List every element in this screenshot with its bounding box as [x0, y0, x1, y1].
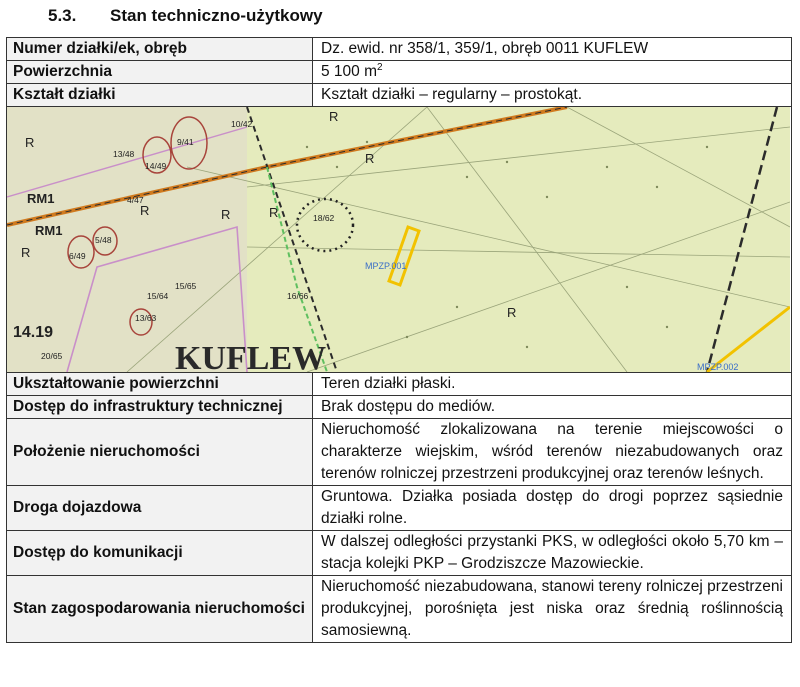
row-label-development: Stan zagospodarowania nieruchomości	[7, 576, 313, 643]
map-code: RM1	[27, 191, 55, 206]
map-code: MPZP.001	[365, 261, 407, 271]
row-label-transport: Dostęp do komunikacji	[7, 531, 313, 576]
section-heading	[48, 6, 323, 26]
row-value-parcel: Dz. ewid. nr 358/1, 359/1, obręb 0011 KUFLEW	[313, 38, 792, 61]
row-label-access-road: Droga dojazdowa	[7, 486, 313, 531]
map-code: R	[269, 205, 279, 220]
map-code: R	[221, 207, 231, 222]
table-row	[7, 576, 792, 643]
map-code: R	[365, 151, 375, 166]
map-parcel-number: 13/63	[135, 313, 157, 323]
map-parcel-number: 16/66	[287, 291, 309, 301]
map-parcel-number: 14/49	[145, 161, 167, 171]
property-table	[6, 37, 792, 643]
map-code: R	[21, 245, 31, 260]
row-label-parcel: Numer działki/ek, obręb	[7, 38, 313, 61]
map-code: R	[25, 135, 35, 150]
map-parcel-number: 9/41	[177, 137, 194, 147]
row-label-terrain: Ukształtowanie powierzchni	[7, 373, 313, 396]
location-map	[7, 107, 790, 372]
area-value: 5 100 m	[321, 63, 378, 80]
table-row	[7, 84, 792, 107]
row-value-transport: W dalszej odległości przystanki PKS, w odległości około 5,70 km – stacja kolejki PKP – Grodziszcze Mazowieckie.	[313, 531, 792, 576]
row-value-area	[313, 61, 792, 84]
table-row	[7, 531, 792, 576]
map-parcel-number: 20/65	[41, 351, 63, 361]
table-row	[7, 373, 792, 396]
map-parcel-number: 15/65	[175, 281, 197, 291]
section-number: 5.3.	[48, 6, 77, 25]
map-parcel-number: 4/47	[127, 195, 144, 205]
map-parcel-number: 5/48	[95, 235, 112, 245]
map-parcel-number: 13/48	[113, 149, 135, 159]
table-row	[7, 419, 792, 486]
map-code: R	[140, 203, 150, 218]
map-row	[7, 107, 792, 373]
map-code: RM1	[35, 223, 63, 238]
row-value-terrain: Teren działki płaski.	[313, 373, 792, 396]
map-parcel-number: 18/62	[313, 213, 335, 223]
map-town-label: KUFLEW	[175, 340, 327, 372]
table-row	[7, 486, 792, 531]
map-parcel-number: 6/49	[69, 251, 86, 261]
row-value-access-road: Gruntowa. Działka posiada dostęp do drogi poprzez sąsiednie działki rolne.	[313, 486, 792, 531]
map-code: MPZP.002	[697, 362, 739, 372]
row-label-shape: Kształt działki	[7, 84, 313, 107]
map-cell	[7, 107, 792, 373]
row-value-location: Nieruchomość zlokalizowana na terenie miejscowości o charakterze wiejskim, wśród terenów niezabudowanych oraz terenów rolniczej przestrzeni produkcyjnej oraz terenów leśnych.	[313, 419, 792, 486]
row-value-development: Nieruchomość niezabudowana, stanowi tereny rolniczej przestrzeni produkcyjnej, porośnięta jest niska oraz średnią roślinnością samosiewną.	[313, 576, 792, 643]
row-value-infrastructure: Brak dostępu do mediów.	[313, 396, 792, 419]
table-row	[7, 61, 792, 84]
table-row	[7, 38, 792, 61]
area-unit-superscript: 2	[377, 61, 383, 73]
section-title: Stan techniczno-użytkowy	[110, 6, 323, 25]
map-parcel-number: 15/64	[147, 291, 169, 301]
map-parcel-number: 10/42	[231, 119, 253, 129]
map-code: R	[507, 305, 517, 320]
row-label-infrastructure: Dostęp do infrastruktury technicznej	[7, 396, 313, 419]
map-code: 14.19	[13, 324, 54, 341]
row-label-area: Powierzchnia	[7, 61, 313, 84]
table-row	[7, 396, 792, 419]
map-code: R	[329, 109, 339, 124]
row-value-shape: Kształt działki – regularny – prostokąt.	[313, 84, 792, 107]
row-label-location: Położenie nieruchomości	[7, 419, 313, 486]
